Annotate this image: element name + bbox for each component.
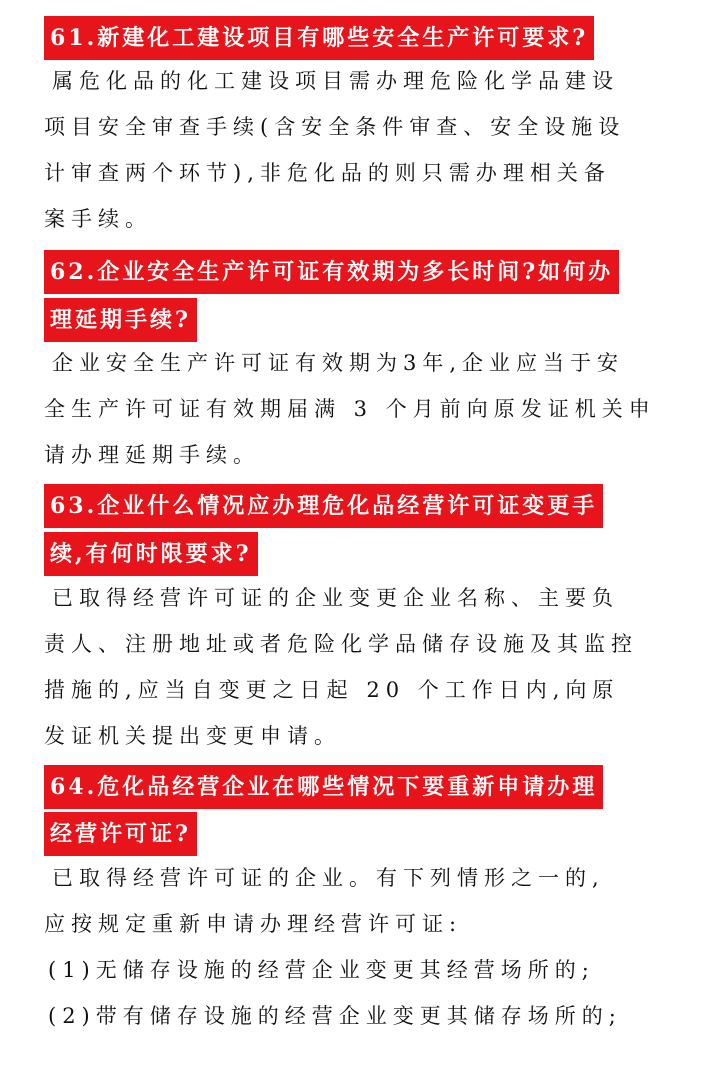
question-61 [44, 16, 713, 60]
answer-61-line-3: 计审查两个环节),非危化品的则只需办理相关备 [44, 161, 611, 185]
question-64-cont [44, 812, 713, 856]
question-61-line-1: 61.新建化工建设项目有哪些安全生产许可要求? [44, 16, 594, 60]
question-64-line-1: 64.危化品经营企业在哪些情况下要重新申请办理 [44, 765, 603, 809]
question-62-line-1: 62.企业安全生产许可证有效期为多长时间?如何办 [44, 250, 619, 294]
answer-61-line-2: 项目安全审查手续(含安全条件审查、安全设施设 [44, 115, 626, 139]
question-62 [44, 250, 713, 294]
answer-64 [44, 855, 682, 1039]
answer-64-line-1: 已取得经营许可证的企业。有下列情形之一的, [52, 866, 605, 890]
answer-64-line-2: 应按规定重新申请办理经营许可证: [44, 912, 463, 936]
answer-62-line-1: 企业安全生产许可证有效期为3年,企业应当于安 [52, 351, 625, 375]
answer-61-line-1: 属危化品的化工建设项目需办理危险化学品建设 [52, 69, 619, 93]
answer-61 [44, 58, 682, 242]
answer-63 [44, 575, 682, 759]
answer-63-line-4: 发证机关提出变更申请。 [44, 724, 341, 748]
answer-64-line-4: (2)带有储存设施的经营企业变更其储存场所的; [48, 1004, 622, 1028]
question-63-line-2: 续,有何时限要求? [44, 532, 258, 576]
answer-63-line-3: 措施的,应当自变更之日起 20 个工作日内,向原 [44, 678, 620, 702]
question-64 [44, 765, 713, 809]
question-63 [44, 484, 713, 528]
answer-64-line-3: (1)无储存设施的经营企业变更其经营场所的; [48, 958, 595, 982]
question-63-cont [44, 532, 713, 576]
question-64-line-2: 经营许可证? [44, 812, 197, 856]
question-63-line-1: 63.企业什么情况应办理危化品经营许可证变更手 [44, 484, 603, 528]
answer-63-line-1: 已取得经营许可证的企业变更企业名称、主要负 [52, 586, 619, 610]
answer-62-line-2: 全生产许可证有效期届满 3 个月前向原发证机关申 [44, 397, 656, 421]
question-62-cont [44, 298, 713, 342]
answer-61-line-4: 案手续。 [44, 207, 152, 231]
answer-63-line-2: 责人、注册地址或者危险化学品储存设施及其监控 [44, 632, 638, 656]
question-62-line-2: 理延期手续? [44, 298, 197, 342]
answer-62 [44, 340, 682, 478]
answer-62-line-3: 请办理延期手续。 [44, 443, 260, 467]
